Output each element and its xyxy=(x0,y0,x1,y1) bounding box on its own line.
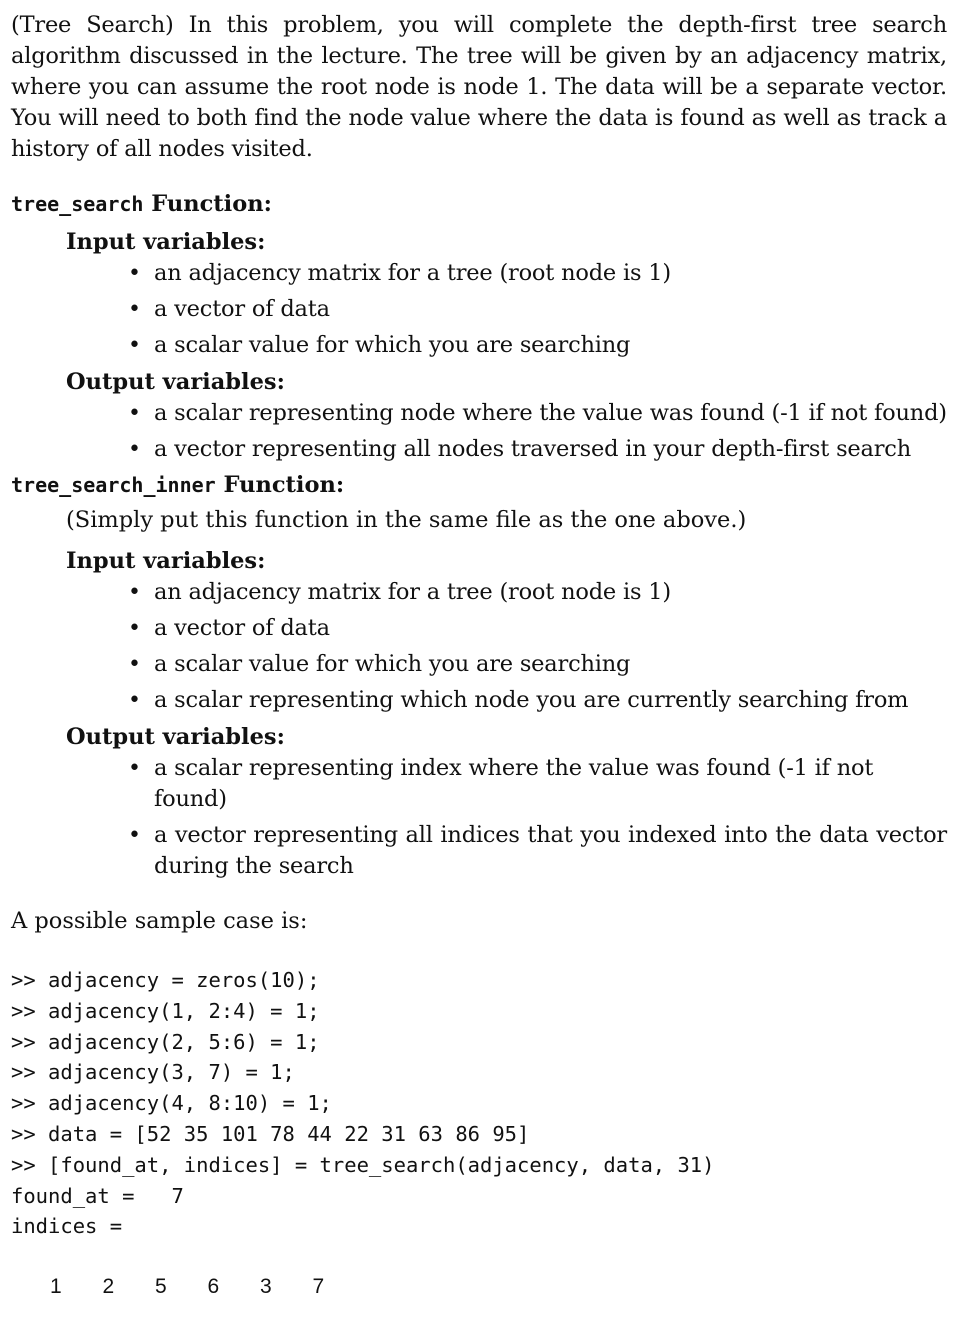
document-page xyxy=(11,10,947,1302)
list-item-text: a scalar representing which node you are currently searching from xyxy=(154,687,909,713)
bullet-icon: • xyxy=(128,823,141,848)
list-item xyxy=(128,613,947,644)
function-heading-suffix: Function: xyxy=(143,191,272,217)
list-item xyxy=(128,753,947,815)
sample-case-intro: A possible sample case is: xyxy=(11,908,308,934)
code-line: >> data = [52 35 101 78 44 22 31 63 86 95] xyxy=(11,1121,530,1146)
code-line: >> adjacency(2, 5:6) = 1; xyxy=(11,1029,320,1054)
function-name: tree_search xyxy=(11,192,144,216)
index-value: 2 xyxy=(102,1275,115,1299)
bullet-icon: • xyxy=(128,652,141,677)
index-value: 6 xyxy=(207,1275,220,1299)
index-value: 1 xyxy=(50,1275,62,1299)
output-variables-list xyxy=(11,753,947,882)
bullet-icon: • xyxy=(128,333,141,358)
input-variables-heading: Input variables: xyxy=(66,548,266,574)
bullet-icon: • xyxy=(128,688,141,713)
function-note: (Simply put this function in the same file as the one above.) xyxy=(66,507,747,533)
indices-output xyxy=(11,1272,947,1302)
index-value: 3 xyxy=(260,1275,272,1299)
function-heading xyxy=(11,189,947,220)
code-block xyxy=(11,965,947,1242)
code-line: >> adjacency(3, 7) = 1; xyxy=(11,1060,295,1085)
output-variables-heading: Output variables: xyxy=(66,724,285,750)
list-item xyxy=(128,685,947,716)
input-variables-list xyxy=(11,258,947,361)
bullet-icon: • xyxy=(128,297,141,322)
list-item xyxy=(128,434,947,465)
input-variables-heading: Input variables: xyxy=(66,229,266,255)
list-item-text: an adjacency matrix for a tree (root node is 1) xyxy=(154,579,671,605)
list-item-text: a vector of data xyxy=(154,615,330,641)
list-item xyxy=(128,398,947,429)
code-line: >> adjacency(4, 8:10) = 1; xyxy=(11,1091,332,1116)
function-heading xyxy=(11,470,947,501)
index-value: 5 xyxy=(155,1275,167,1299)
function-name: tree_search_inner xyxy=(11,473,216,497)
code-line: >> adjacency(1, 2:4) = 1; xyxy=(11,998,320,1023)
list-item-text: a vector representing all indices that you indexed into the data vector during the search xyxy=(154,822,947,879)
list-item xyxy=(128,577,947,608)
function-section-tree-search xyxy=(11,189,947,465)
function-section-tree-search-inner xyxy=(11,470,947,882)
code-line: found_at = 7 xyxy=(11,1183,184,1208)
list-item-text: an adjacency matrix for a tree (root node is 1) xyxy=(154,260,671,286)
list-item xyxy=(128,294,947,325)
intro-paragraph: (Tree Search) In this problem, you will complete the depth-first tree search algorithm discussed in the lecture. The tree will be given by an adjacency matrix, where you can assume the root node is node 1. The data will be a separate vector. You will need to both find the node value where the data is found as well as track a history of all nodes visited. xyxy=(11,12,947,162)
list-item-text: a vector representing all nodes traversed in your depth-first search xyxy=(154,436,911,462)
input-variables-list xyxy=(11,577,947,716)
code-line: indices = xyxy=(11,1214,123,1239)
code-line: >> [found_at, indices] = tree_search(adjacency, data, 31) xyxy=(11,1152,715,1177)
list-item xyxy=(128,820,947,882)
output-variables-list xyxy=(11,398,947,465)
index-value: 7 xyxy=(312,1275,325,1299)
bullet-icon: • xyxy=(128,401,141,426)
output-variables-heading: Output variables: xyxy=(66,369,285,395)
bullet-icon: • xyxy=(128,437,141,462)
list-item-text: a vector of data xyxy=(154,296,330,322)
code-line: >> adjacency = zeros(10); xyxy=(11,968,320,992)
list-item-text: a scalar value for which you are searching xyxy=(154,651,631,677)
list-item-text: a scalar representing node where the value was found (-1 if not found) xyxy=(154,400,947,426)
list-item-text: a scalar representing index where the value was found (-1 if not found) xyxy=(154,755,874,812)
list-item xyxy=(128,330,947,361)
bullet-icon: • xyxy=(128,616,141,641)
list-item-text: a scalar value for which you are searching xyxy=(154,332,631,358)
bullet-icon: • xyxy=(128,756,141,781)
list-item xyxy=(128,649,947,680)
list-item xyxy=(128,258,947,289)
function-heading-suffix: Function: xyxy=(215,472,345,498)
bullet-icon: • xyxy=(128,580,141,605)
bullet-icon: • xyxy=(128,261,141,286)
